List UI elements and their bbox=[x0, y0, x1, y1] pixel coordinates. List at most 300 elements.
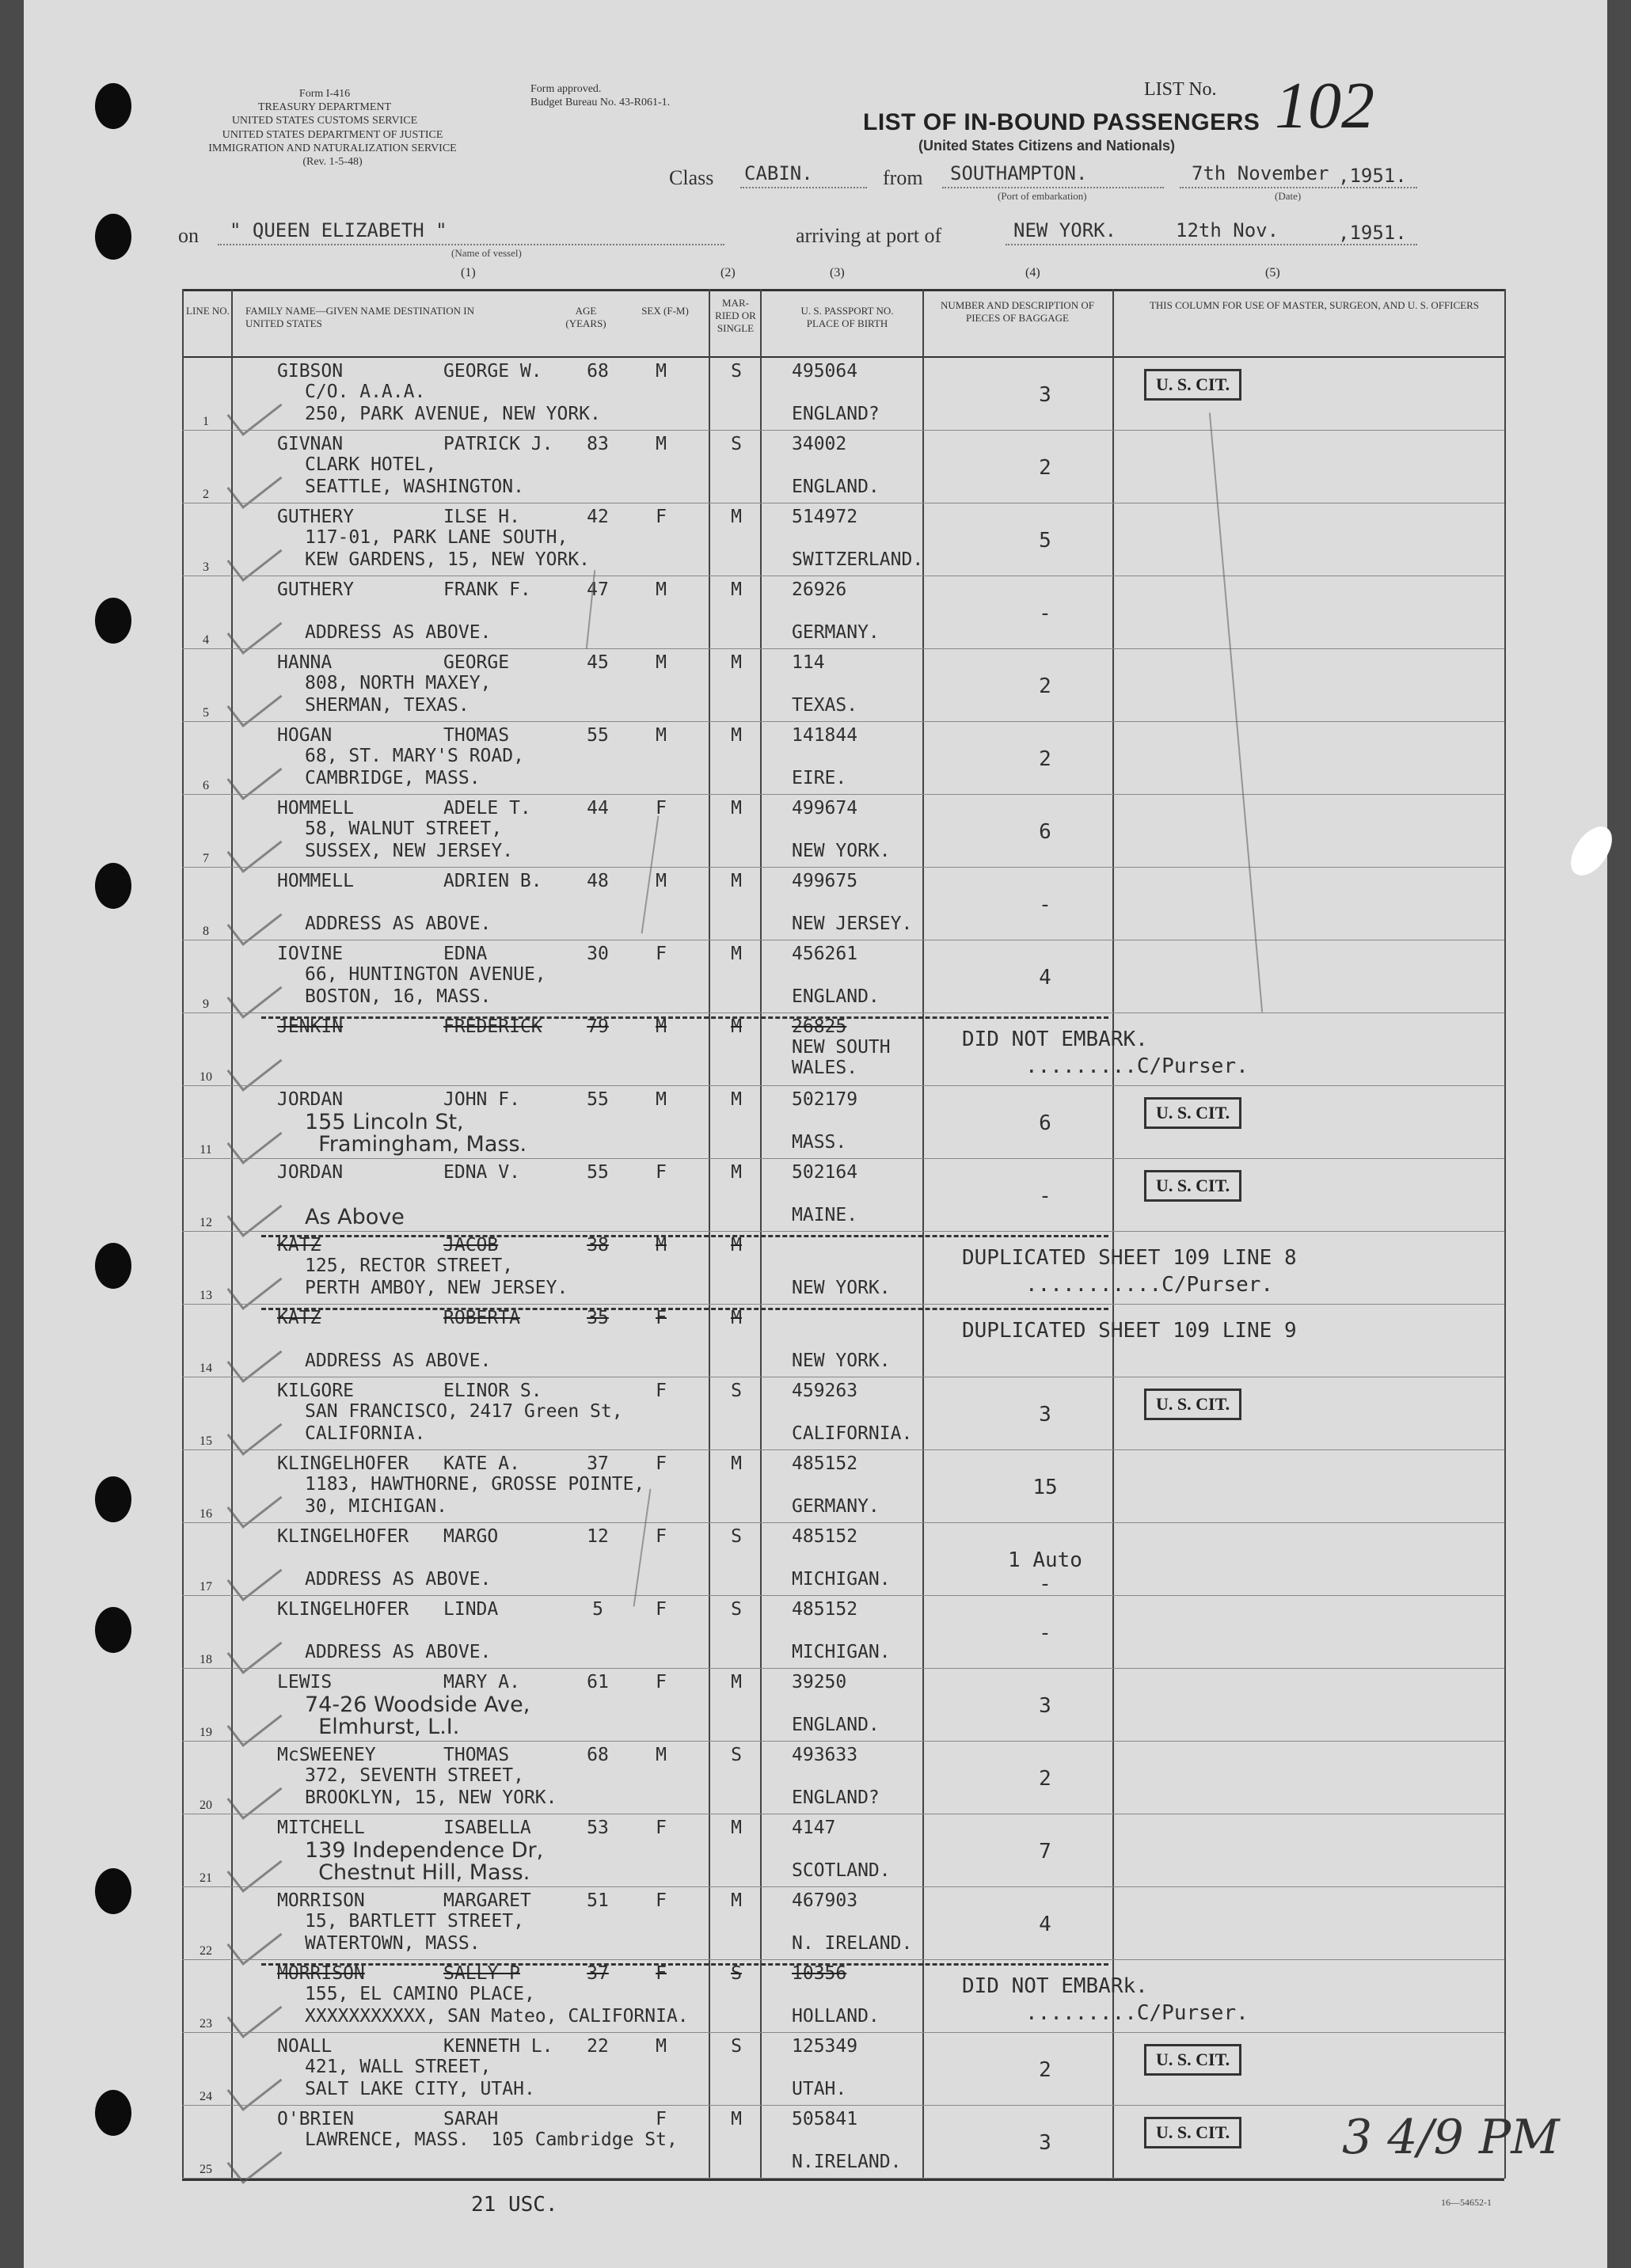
strike-line bbox=[261, 1016, 1108, 1019]
form-approval bbox=[530, 82, 670, 109]
given-name: THOMAS bbox=[443, 1745, 510, 1765]
passport-number: 485152 bbox=[792, 1526, 858, 1547]
age: 35 bbox=[587, 1308, 609, 1328]
check-mark bbox=[227, 822, 283, 873]
baggage-count: 2 bbox=[1039, 456, 1051, 480]
place-of-birth: UTAH. bbox=[792, 2079, 847, 2099]
baggage-count: 3 bbox=[1039, 1403, 1051, 1427]
address-line-1: 58, WALNUT STREET, bbox=[305, 819, 503, 839]
marital-status: M bbox=[731, 1235, 742, 1256]
place-of-birth: GERMANY. bbox=[792, 1496, 880, 1517]
passport-number: 495064 bbox=[792, 361, 858, 382]
sex: M bbox=[656, 434, 667, 454]
marital-status: M bbox=[731, 652, 742, 673]
age: 37 bbox=[587, 1453, 609, 1474]
address-line-1: CLARK HOTEL, bbox=[305, 454, 437, 475]
footer-note: 21 USC. bbox=[471, 2193, 558, 2217]
us-citizen-stamp: U. S. CIT. bbox=[1144, 2117, 1241, 2148]
family-name: HOMMELL bbox=[277, 871, 354, 891]
check-mark bbox=[227, 2060, 283, 2111]
check-mark bbox=[227, 385, 283, 436]
baggage-count: - bbox=[1039, 1184, 1051, 1208]
address-line-2: Chestnut Hill, Mass. bbox=[305, 1860, 530, 1885]
address-line-1: 1183, HAWTHORNE, GROSSE POINTE, bbox=[305, 1474, 645, 1495]
age: 68 bbox=[587, 361, 609, 382]
address-line-1: 125, RECTOR STREET, bbox=[305, 1256, 514, 1276]
sex: F bbox=[656, 944, 667, 964]
passport-number: 485152 bbox=[792, 1599, 858, 1620]
given-name: ADELE T. bbox=[443, 798, 531, 819]
given-name: KENNETH L. bbox=[443, 2036, 553, 2057]
family-name: LEWIS bbox=[277, 1672, 333, 1692]
line-number: 16 bbox=[200, 1507, 212, 1521]
baggage-count: 2 bbox=[1039, 674, 1051, 698]
sex: F bbox=[656, 1818, 667, 1838]
line-number: 13 bbox=[200, 1289, 212, 1302]
arrival-port: NEW YORK. bbox=[1013, 219, 1117, 241]
baggage-count: 6 bbox=[1039, 1111, 1051, 1135]
punch-hole bbox=[95, 214, 131, 260]
marital-status: S bbox=[731, 2036, 742, 2057]
sex: M bbox=[656, 2036, 667, 2057]
baggage-count: 7 bbox=[1039, 1840, 1051, 1863]
place-of-birth: N. IRELAND. bbox=[792, 1933, 913, 1954]
check-mark bbox=[227, 603, 283, 655]
address-line-1: 155 Lincoln St, bbox=[305, 1110, 464, 1134]
table-row bbox=[182, 1887, 1504, 1960]
marital-status: M bbox=[731, 1162, 742, 1183]
given-name: ELINOR S. bbox=[443, 1381, 542, 1401]
place-of-birth: NEW SOUTH WALES. bbox=[792, 1037, 891, 1078]
family-name: HOGAN bbox=[277, 725, 333, 746]
address-line-1: 155, EL CAMINO PLACE, bbox=[305, 1984, 535, 2004]
family-name: GUTHERY bbox=[277, 579, 354, 600]
age: 30 bbox=[587, 944, 609, 964]
sex: F bbox=[656, 1381, 667, 1401]
header-baggage: NUMBER AND DESCRIPTION OF PIECES OF BAGGAGE bbox=[941, 299, 1094, 324]
sex: F bbox=[656, 1526, 667, 1547]
table-row bbox=[182, 1596, 1504, 1669]
address-line-1: 139 Independence Dr, bbox=[305, 1838, 544, 1863]
family-name: KILGORE bbox=[277, 1381, 354, 1401]
marital-status: M bbox=[731, 1890, 742, 1911]
address-line-2: BOSTON, 16, MASS. bbox=[305, 986, 492, 1007]
check-mark bbox=[227, 749, 283, 800]
check-mark bbox=[227, 1113, 283, 1164]
address-line-2: SHERMAN, TEXAS. bbox=[305, 695, 470, 716]
embarkation-port: SOUTHAMPTON. bbox=[950, 162, 1088, 184]
sex: F bbox=[656, 1162, 667, 1183]
check-mark bbox=[227, 1404, 283, 1456]
address-line-1: 372, SEVENTH STREET, bbox=[305, 1765, 524, 1786]
given-name: MARGO bbox=[443, 1526, 499, 1547]
address-line-2: ADDRESS AS ABOVE. bbox=[305, 914, 492, 934]
check-mark bbox=[227, 1040, 283, 1092]
age: 45 bbox=[587, 652, 609, 673]
punch-hole bbox=[95, 598, 131, 644]
given-name: FREDERICK bbox=[443, 1016, 542, 1037]
baggage-count: 5 bbox=[1039, 529, 1051, 553]
given-name: LINDA bbox=[443, 1599, 499, 1620]
place-of-birth: ENGLAND. bbox=[792, 477, 880, 497]
address-line-1: C/O. A.A.A. bbox=[305, 382, 426, 402]
line-number: 14 bbox=[200, 1362, 212, 1375]
remark: DID NOT EMBARK. bbox=[962, 1028, 1148, 1051]
line-number: 23 bbox=[200, 2017, 212, 2031]
form-approved: Form approved. bbox=[530, 83, 602, 95]
line-number: 15 bbox=[200, 1434, 212, 1448]
table-row bbox=[182, 503, 1504, 576]
address-line-2: SEATTLE, WASHINGTON. bbox=[305, 477, 524, 497]
given-name: MARGARET bbox=[443, 1890, 531, 1911]
table-row bbox=[182, 1742, 1504, 1814]
address-line-2: 250, PARK AVENUE, NEW YORK. bbox=[305, 404, 601, 424]
place-of-birth: TEXAS. bbox=[792, 695, 858, 716]
header-officers: THIS COLUMN FOR USE OF MASTER, SURGEON, AND U. S. OFFICERS bbox=[1149, 299, 1480, 311]
baggage-count: 2 bbox=[1039, 2058, 1051, 2082]
address-line-1: 68, ST. MARY'S ROAD, bbox=[305, 746, 524, 766]
remark: DUPLICATED SHEET 109 LINE 9 bbox=[962, 1319, 1297, 1343]
family-name: JORDAN bbox=[277, 1089, 344, 1110]
family-name: HOMMELL bbox=[277, 798, 354, 819]
given-name: JACOB bbox=[443, 1235, 499, 1256]
sex: M bbox=[656, 1016, 667, 1037]
check-mark bbox=[227, 676, 283, 728]
age: 42 bbox=[587, 507, 609, 527]
punch-hole bbox=[1563, 819, 1621, 883]
line-number: 3 bbox=[203, 560, 209, 574]
punch-hole bbox=[95, 1868, 131, 1914]
marital-status: M bbox=[731, 1672, 742, 1692]
marital-status: S bbox=[731, 361, 742, 382]
manifest-page bbox=[24, 0, 1607, 2268]
passport-number: 4147 bbox=[792, 1818, 836, 1838]
table-row bbox=[182, 1669, 1504, 1742]
column-number: (4) bbox=[1025, 266, 1040, 279]
address-line-1: LAWRENCE, MASS. 105 Cambridge St, bbox=[305, 2129, 678, 2150]
passport-number: 125349 bbox=[792, 2036, 858, 2057]
age: 55 bbox=[587, 1089, 609, 1110]
address-line-2: Framingham, Mass. bbox=[305, 1132, 527, 1157]
table-row bbox=[182, 1814, 1504, 1887]
family-name: GIBSON bbox=[277, 361, 344, 382]
sex: F bbox=[656, 1453, 667, 1474]
given-name: ILSE H. bbox=[443, 507, 520, 527]
place-of-birth: GERMANY. bbox=[792, 622, 880, 643]
table-row bbox=[182, 795, 1504, 868]
embarkation-note: (Port of embarkation) bbox=[998, 190, 1087, 202]
place-of-birth: MAINE. bbox=[792, 1205, 858, 1225]
us-citizen-stamp: U. S. CIT. bbox=[1144, 1170, 1241, 1202]
address-line-1: 15, BARTLETT STREET, bbox=[305, 1911, 524, 1932]
us-citizen-stamp: U. S. CIT. bbox=[1144, 1389, 1241, 1420]
punch-hole bbox=[95, 1607, 131, 1653]
check-mark bbox=[227, 1623, 283, 1674]
family-name: JENKIN bbox=[277, 1016, 344, 1037]
passport-number: 514972 bbox=[792, 507, 858, 527]
check-mark bbox=[227, 1259, 283, 1310]
family-name: MORRISON bbox=[277, 1963, 365, 1984]
baggage-count: 3 bbox=[1039, 1694, 1051, 1718]
header-name: FAMILY NAME—GIVEN NAME DESTINATION IN UNITED STATES bbox=[245, 305, 475, 329]
baggage-count: 6 bbox=[1039, 820, 1051, 844]
place-of-birth: MICHIGAN. bbox=[792, 1569, 891, 1590]
baggage-count: 4 bbox=[1039, 1913, 1051, 1936]
age: 12 bbox=[587, 1526, 609, 1547]
sex: F bbox=[656, 1963, 667, 1984]
table-row bbox=[182, 1086, 1504, 1159]
address-line-1: 421, WALL STREET, bbox=[305, 2057, 492, 2077]
header-passport: U. S. PASSPORT NO. PLACE OF BIRTH bbox=[800, 305, 894, 329]
given-name: ROBERTA bbox=[443, 1308, 520, 1328]
place-of-birth: NEW YORK. bbox=[792, 1351, 891, 1371]
sex: M bbox=[656, 579, 667, 600]
marital-status: M bbox=[731, 1453, 742, 1474]
check-mark bbox=[227, 1186, 283, 1237]
strike-line bbox=[261, 1963, 1108, 1966]
address-line-2: ADDRESS AS ABOVE. bbox=[305, 1351, 492, 1371]
age: 51 bbox=[587, 1890, 609, 1911]
check-mark bbox=[227, 895, 283, 946]
punch-hole bbox=[95, 863, 131, 909]
table-row bbox=[182, 1377, 1504, 1450]
given-name: SARAH bbox=[443, 2109, 499, 2129]
given-name: EDNA V. bbox=[443, 1162, 520, 1183]
dept-justice: UNITED STATES DEPARTMENT OF JUSTICE bbox=[222, 129, 443, 141]
marital-status: S bbox=[731, 1745, 742, 1765]
family-name: GUTHERY bbox=[277, 507, 354, 527]
purser-signature: .........C/Purser. bbox=[1025, 2001, 1249, 2025]
check-mark bbox=[227, 1477, 283, 1529]
table-row bbox=[182, 576, 1504, 649]
table-row bbox=[182, 1523, 1504, 1596]
marital-status: M bbox=[731, 2109, 742, 2129]
line-number: 8 bbox=[203, 925, 209, 938]
us-citizen-stamp: U. S. CIT. bbox=[1144, 1097, 1241, 1129]
family-name: McSWEENEY bbox=[277, 1745, 376, 1765]
marital-status: M bbox=[731, 871, 742, 891]
punch-hole bbox=[95, 83, 131, 129]
check-mark bbox=[227, 1987, 283, 2038]
remark: DID NOT EMBARk. bbox=[962, 1974, 1148, 1998]
marital-status: M bbox=[731, 579, 742, 600]
on-label: on bbox=[178, 224, 199, 247]
age: 55 bbox=[587, 725, 609, 746]
line-number: 25 bbox=[200, 2163, 212, 2176]
purser-signature: ...........C/Purser. bbox=[1025, 1273, 1274, 1297]
arrival-date: 12th Nov. bbox=[1176, 219, 1279, 241]
sex: M bbox=[656, 871, 667, 891]
check-mark bbox=[227, 458, 283, 509]
sex: M bbox=[656, 652, 667, 673]
address-line-2: CAMBRIDGE, MASS. bbox=[305, 768, 481, 788]
baggage-count: 2 bbox=[1039, 747, 1051, 771]
given-name: KATE A. bbox=[443, 1453, 520, 1474]
marital-status: M bbox=[731, 1089, 742, 1110]
sex: M bbox=[656, 1745, 667, 1765]
family-name: JORDAN bbox=[277, 1162, 344, 1183]
line-number: 24 bbox=[200, 2090, 212, 2103]
address-line-2: BROOKLYN, 15, NEW YORK. bbox=[305, 1787, 557, 1808]
header-sex: SEX (F-M) bbox=[641, 305, 689, 317]
address-line-1: 74-26 Woodside Ave, bbox=[305, 1692, 530, 1717]
passport-number: 499674 bbox=[792, 798, 858, 819]
family-name: KATZ bbox=[277, 1235, 321, 1256]
form-number: Form I-416 bbox=[298, 88, 351, 100]
line-number: 22 bbox=[200, 1944, 212, 1958]
age: 53 bbox=[587, 1818, 609, 1838]
table-row bbox=[182, 2033, 1504, 2106]
sex: M bbox=[656, 361, 667, 382]
punch-hole bbox=[95, 1243, 131, 1289]
check-mark bbox=[227, 967, 283, 1019]
table-row bbox=[182, 358, 1504, 431]
place-of-birth: ENGLAND. bbox=[792, 1715, 880, 1735]
table-row bbox=[182, 1450, 1504, 1523]
line-number: 12 bbox=[200, 1216, 212, 1229]
age: 37 bbox=[587, 1963, 609, 1984]
table-row bbox=[182, 1232, 1504, 1305]
column-number: (3) bbox=[830, 266, 845, 279]
check-mark bbox=[227, 2133, 283, 2184]
address-line-1: 66, HUNTINGTON AVENUE, bbox=[305, 964, 546, 985]
given-name: ISABELLA bbox=[443, 1818, 531, 1838]
given-name: GEORGE bbox=[443, 652, 510, 673]
column-number: (1) bbox=[461, 266, 476, 279]
age: 5 bbox=[592, 1599, 603, 1620]
list-number: 102 bbox=[1275, 69, 1374, 142]
marital-status: M bbox=[731, 1308, 742, 1328]
dept-immigration: IMMIGRATION AND NATURALIZATION SERVICE bbox=[208, 142, 457, 154]
vessel-name: " QUEEN ELIZABETH " bbox=[230, 219, 447, 241]
punch-hole bbox=[95, 2090, 131, 2136]
sex: F bbox=[656, 798, 667, 819]
dept-treasury: TREASURY DEPARTMENT bbox=[257, 101, 392, 113]
place-of-birth: CALIFORNIA. bbox=[792, 1423, 913, 1444]
passport-number: 485152 bbox=[792, 1453, 858, 1474]
family-name: GIVNAN bbox=[277, 434, 344, 454]
place-of-birth: SCOTLAND. bbox=[792, 1860, 891, 1881]
baggage-count: - bbox=[1039, 602, 1051, 625]
baggage-count: 3 bbox=[1039, 383, 1051, 407]
from-label: from bbox=[883, 166, 923, 189]
address-line-2: SUSSEX, NEW JERSEY. bbox=[305, 841, 514, 861]
line-number: 4 bbox=[203, 633, 209, 647]
place-of-birth: SWITZERLAND. bbox=[792, 549, 924, 570]
marital-status: M bbox=[731, 944, 742, 964]
marital-status: M bbox=[731, 507, 742, 527]
us-citizen-stamp: U. S. CIT. bbox=[1144, 369, 1241, 401]
line-number: 6 bbox=[203, 779, 209, 792]
check-mark bbox=[227, 1841, 283, 1893]
sex: M bbox=[656, 1089, 667, 1110]
address-line-1: 117-01, PARK LANE SOUTH, bbox=[305, 527, 568, 548]
baggage-count: 3 bbox=[1039, 2131, 1051, 2155]
form-agency-block bbox=[222, 87, 428, 127]
page-subtitle: (United States Citizens and Nationals) bbox=[918, 138, 1176, 154]
passport-number: 502164 bbox=[792, 1162, 858, 1183]
table-row bbox=[182, 940, 1504, 1013]
sex: F bbox=[656, 2109, 667, 2129]
address-line-2: KEW GARDENS, 15, NEW YORK. bbox=[305, 549, 591, 570]
passport-number: 456261 bbox=[792, 944, 858, 964]
place-of-birth: NEW YORK. bbox=[792, 1278, 891, 1298]
line-number: 5 bbox=[203, 706, 209, 720]
line-number: 17 bbox=[200, 1580, 212, 1594]
table-row bbox=[182, 1305, 1504, 1377]
given-name: FRANK F. bbox=[443, 579, 531, 600]
address-line-2: As Above bbox=[305, 1205, 405, 1229]
place-of-birth: HOLLAND. bbox=[792, 2006, 880, 2027]
passport-number: 459263 bbox=[792, 1381, 858, 1401]
given-name: MARY A. bbox=[443, 1672, 520, 1692]
punch-hole bbox=[95, 1476, 131, 1522]
header-married: MAR-RIED OR SINGLE bbox=[715, 297, 756, 334]
given-name: SALLY P bbox=[443, 1963, 520, 1984]
address-line-2: CALIFORNIA. bbox=[305, 1423, 426, 1444]
place-of-birth: NEW YORK. bbox=[792, 841, 891, 861]
place-of-birth: N.IRELAND. bbox=[792, 2152, 902, 2172]
remark: DUPLICATED SHEET 109 LINE 8 bbox=[962, 1246, 1297, 1270]
strike-line bbox=[261, 1235, 1108, 1237]
line-number: 10 bbox=[200, 1070, 212, 1084]
check-mark bbox=[227, 1914, 283, 1966]
marital-status: M bbox=[731, 725, 742, 746]
dept-customs: UNITED STATES CUSTOMS SERVICE bbox=[231, 115, 418, 127]
column-number: (2) bbox=[720, 266, 736, 279]
check-mark bbox=[227, 530, 283, 582]
check-mark bbox=[227, 1768, 283, 1820]
embarkation-date: 7th November bbox=[1192, 162, 1329, 184]
check-mark bbox=[227, 1550, 283, 1601]
sex: F bbox=[656, 1308, 667, 1328]
marital-status: S bbox=[731, 1599, 742, 1620]
family-name: NOALL bbox=[277, 2036, 333, 2057]
line-number: 19 bbox=[200, 1726, 212, 1739]
age: 55 bbox=[587, 1162, 609, 1183]
passport-number: 39250 bbox=[792, 1672, 847, 1692]
marital-status: M bbox=[731, 798, 742, 819]
column-number: (5) bbox=[1265, 266, 1280, 279]
passport-number: 10356 bbox=[792, 1963, 847, 1984]
purser-signature: .........C/Purser. bbox=[1025, 1054, 1249, 1078]
address-line-2: 30, MICHIGAN. bbox=[305, 1496, 448, 1517]
sex: F bbox=[656, 1890, 667, 1911]
header-age: AGE (YEARS) bbox=[565, 305, 606, 329]
marital-status: M bbox=[731, 1016, 742, 1037]
line-number: 21 bbox=[200, 1871, 212, 1885]
baggage-count: 15 bbox=[1032, 1476, 1058, 1499]
place-of-birth: ENGLAND? bbox=[792, 1787, 880, 1808]
address-line-2: PERTH AMBOY, NEW JERSEY. bbox=[305, 1278, 568, 1298]
baggage-count: 2 bbox=[1039, 1767, 1051, 1791]
passport-number: 114 bbox=[792, 652, 825, 673]
family-name: MITCHELL bbox=[277, 1818, 365, 1838]
given-name: JOHN F. bbox=[443, 1089, 520, 1110]
date-note: (Date) bbox=[1275, 190, 1302, 202]
family-name: MORRISON bbox=[277, 1890, 365, 1911]
passport-number: 26926 bbox=[792, 579, 847, 600]
table-row bbox=[182, 431, 1504, 503]
family-name: HANNA bbox=[277, 652, 333, 673]
line-number: 1 bbox=[203, 415, 209, 428]
check-mark bbox=[227, 1332, 283, 1383]
family-name: KLINGELHOFER bbox=[277, 1599, 409, 1620]
address-line-2: Elmhurst, L.I. bbox=[305, 1715, 460, 1739]
family-name: KATZ bbox=[277, 1308, 321, 1328]
age: 38 bbox=[587, 1235, 609, 1256]
sex: F bbox=[656, 1599, 667, 1620]
